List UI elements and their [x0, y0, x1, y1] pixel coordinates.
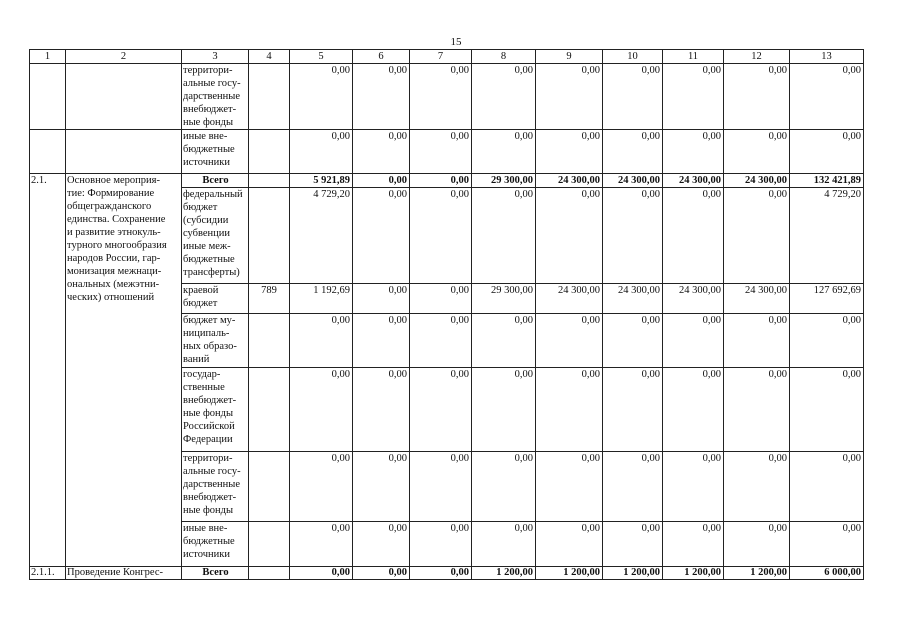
value-cell: 0,00 [353, 130, 410, 174]
value-cell: 24 300,00 [536, 174, 603, 188]
column-header: 9 [536, 50, 603, 64]
value-cell: 24 300,00 [724, 174, 790, 188]
column-header: 10 [603, 50, 663, 64]
value-cell: 0,00 [353, 522, 410, 567]
value-cell: 24 300,00 [603, 284, 663, 314]
value-cell: 0,00 [410, 452, 472, 522]
value-cell: 0,00 [353, 452, 410, 522]
row-description: Основное мероприя- тие: Формирование общегражданского единства. Сохранение и развитие этнокуль- турного многообразия народов России, гар- монизация межнаци- ональных (межэтни- ческих) отношений [66, 174, 182, 567]
value-cell: 0,00 [410, 130, 472, 174]
value-cell: 0,00 [353, 174, 410, 188]
value-cell: 0,00 [410, 314, 472, 368]
value-cell: 24 300,00 [536, 284, 603, 314]
column-header: 2 [66, 50, 182, 64]
funding-source: иные вне- бюджетные источники [182, 522, 249, 567]
budget-code [249, 452, 290, 522]
value-cell: 0,00 [603, 368, 663, 452]
column-header: 7 [410, 50, 472, 64]
budget-code [249, 174, 290, 188]
value-cell: 0,00 [290, 64, 353, 130]
value-cell: 0,00 [472, 314, 536, 368]
value-cell: 4 729,20 [790, 188, 864, 284]
value-cell: 1 200,00 [603, 567, 663, 580]
column-header: 3 [182, 50, 249, 64]
row-code: 2.1.1. [30, 567, 66, 580]
value-cell: 0,00 [536, 130, 603, 174]
value-cell: 0,00 [353, 314, 410, 368]
value-cell: 0,00 [290, 130, 353, 174]
value-cell: 0,00 [353, 284, 410, 314]
value-cell: 1 200,00 [663, 567, 724, 580]
value-cell: 0,00 [724, 522, 790, 567]
budget-code [249, 567, 290, 580]
value-cell: 0,00 [724, 452, 790, 522]
value-cell: 0,00 [410, 368, 472, 452]
value-cell: 0,00 [472, 130, 536, 174]
value-cell: 0,00 [536, 64, 603, 130]
value-cell: 0,00 [472, 368, 536, 452]
value-cell: 0,00 [410, 188, 472, 284]
value-cell: 0,00 [410, 284, 472, 314]
value-cell: 0,00 [663, 522, 724, 567]
value-cell: 0,00 [663, 314, 724, 368]
funding-source: иные вне- бюджетные источники [182, 130, 249, 174]
value-cell: 0,00 [790, 314, 864, 368]
value-cell: 29 300,00 [472, 284, 536, 314]
value-cell: 0,00 [724, 130, 790, 174]
value-cell: 0,00 [472, 188, 536, 284]
funding-source: федеральный бюджет (субсидии субвенции иные меж- бюджетные трансферты) [182, 188, 249, 284]
row-code: 2.1. [30, 174, 66, 567]
value-cell: 0,00 [790, 130, 864, 174]
budget-code [249, 368, 290, 452]
table-row [30, 64, 864, 130]
value-cell: 24 300,00 [663, 174, 724, 188]
budget-code [249, 64, 290, 130]
column-header: 11 [663, 50, 724, 64]
value-cell: 0,00 [663, 188, 724, 284]
funding-source: государ- ственные внебюджет- ные фонды Российской Федерации [182, 368, 249, 452]
value-cell: 0,00 [663, 368, 724, 452]
value-cell: 0,00 [536, 188, 603, 284]
value-cell: 0,00 [790, 522, 864, 567]
value-cell: 0,00 [410, 64, 472, 130]
value-cell: 4 729,20 [290, 188, 353, 284]
value-cell: 0,00 [603, 130, 663, 174]
value-cell: 0,00 [663, 64, 724, 130]
budget-code: 789 [249, 284, 290, 314]
value-cell: 24 300,00 [663, 284, 724, 314]
header-row [30, 50, 864, 64]
column-header: 6 [353, 50, 410, 64]
value-cell: 24 300,00 [724, 284, 790, 314]
value-cell: 1 192,69 [290, 284, 353, 314]
value-cell: 0,00 [290, 452, 353, 522]
value-cell: 0,00 [410, 567, 472, 580]
row-code [30, 64, 66, 130]
budget-code [249, 314, 290, 368]
table-row [30, 174, 864, 188]
value-cell: 0,00 [536, 522, 603, 567]
value-cell: 132 421,89 [790, 174, 864, 188]
value-cell: 0,00 [663, 452, 724, 522]
value-cell: 0,00 [472, 522, 536, 567]
value-cell: 0,00 [472, 452, 536, 522]
table-row [30, 130, 864, 174]
column-header: 1 [30, 50, 66, 64]
value-cell: 0,00 [724, 314, 790, 368]
value-cell: 0,00 [536, 314, 603, 368]
value-cell: 0,00 [410, 174, 472, 188]
value-cell: 0,00 [290, 314, 353, 368]
column-header: 4 [249, 50, 290, 64]
value-cell: 0,00 [536, 368, 603, 452]
value-cell: 0,00 [353, 188, 410, 284]
value-cell: 24 300,00 [603, 174, 663, 188]
value-cell: 127 692,69 [790, 284, 864, 314]
budget-table [29, 49, 864, 580]
value-cell: 1 200,00 [724, 567, 790, 580]
column-header: 12 [724, 50, 790, 64]
value-cell: 0,00 [472, 64, 536, 130]
funding-source: Всего [182, 567, 249, 580]
funding-source: бюджет му- ниципаль- ных образо- ваний [182, 314, 249, 368]
value-cell: 0,00 [536, 452, 603, 522]
value-cell: 0,00 [603, 188, 663, 284]
value-cell: 0,00 [603, 522, 663, 567]
value-cell: 0,00 [353, 567, 410, 580]
value-cell: 0,00 [603, 64, 663, 130]
column-header: 8 [472, 50, 536, 64]
value-cell: 0,00 [790, 64, 864, 130]
value-cell: 0,00 [790, 368, 864, 452]
value-cell: 5 921,89 [290, 174, 353, 188]
value-cell: 0,00 [353, 64, 410, 130]
value-cell: 0,00 [663, 130, 724, 174]
value-cell: 0,00 [290, 522, 353, 567]
row-description: Проведение Конгрес- [66, 567, 182, 580]
funding-source: краевой бюджет [182, 284, 249, 314]
value-cell: 0,00 [790, 452, 864, 522]
value-cell: 0,00 [724, 188, 790, 284]
value-cell: 0,00 [724, 368, 790, 452]
column-header: 5 [290, 50, 353, 64]
budget-code [249, 522, 290, 567]
value-cell: 0,00 [724, 64, 790, 130]
value-cell: 6 000,00 [790, 567, 864, 580]
funding-source: территори- альные госу- дарственные внебюджет- ные фонды [182, 452, 249, 522]
budget-code [249, 130, 290, 174]
value-cell: 0,00 [290, 567, 353, 580]
value-cell: 1 200,00 [536, 567, 603, 580]
value-cell: 29 300,00 [472, 174, 536, 188]
value-cell: 0,00 [410, 522, 472, 567]
budget-code [249, 188, 290, 284]
row-code [30, 130, 66, 174]
value-cell: 0,00 [353, 368, 410, 452]
value-cell: 1 200,00 [472, 567, 536, 580]
table-row [30, 567, 864, 580]
funding-source: Всего [182, 174, 249, 188]
column-header: 13 [790, 50, 864, 64]
page-number: 15 [450, 36, 462, 48]
row-description [66, 130, 182, 174]
value-cell: 0,00 [603, 314, 663, 368]
funding-source: территори- альные госу- дарственные внебюджет- ные фонды [182, 64, 249, 130]
value-cell: 0,00 [603, 452, 663, 522]
row-description [66, 64, 182, 130]
value-cell: 0,00 [290, 368, 353, 452]
